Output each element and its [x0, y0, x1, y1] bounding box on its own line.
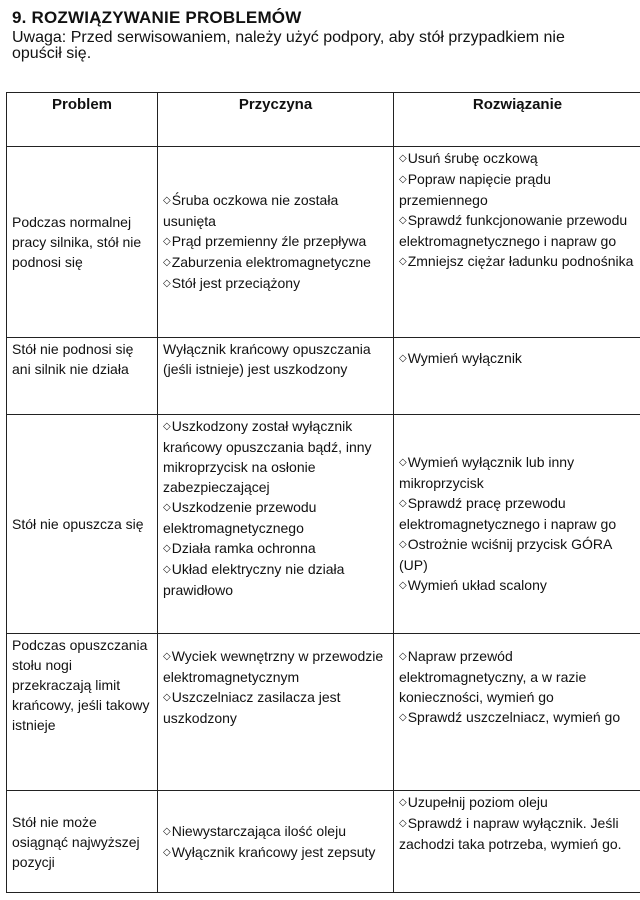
diamond-bullet-icon: ◇ — [399, 353, 407, 364]
cause-cell — [158, 791, 394, 893]
solution-item — [399, 534, 636, 575]
diamond-bullet-icon: ◇ — [399, 256, 407, 267]
diamond-bullet-icon: ◇ — [399, 153, 407, 164]
solution-cell — [394, 338, 640, 415]
cause-text: Wyłącznik krańcowy opuszczania (jeśli istnieje) jest uszkodzony — [163, 341, 371, 377]
solution-text: Uzupełnij poziom oleju — [407, 794, 548, 810]
solution-item — [399, 348, 636, 369]
solution-item — [399, 707, 636, 728]
diamond-bullet-icon: ◇ — [399, 651, 407, 662]
diamond-bullet-icon: ◇ — [163, 195, 171, 206]
header-problem: Problem — [7, 93, 158, 147]
solution-item — [399, 452, 636, 493]
solution-text: Sprawdź pracę przewodu elektromagnetycznego i napraw go — [399, 495, 617, 532]
cause-item — [163, 252, 388, 273]
solution-text: Wymień wyłącznik — [407, 350, 522, 366]
problem-cell: Podczas normalnej pracy silnika, stół nie podnosi się — [7, 147, 158, 338]
diamond-bullet-icon: ◇ — [399, 797, 407, 808]
cause-text: Prąd przemienny źle przepływa — [171, 233, 367, 249]
solution-item — [399, 148, 636, 169]
diamond-bullet-icon: ◇ — [163, 692, 171, 703]
diamond-bullet-icon: ◇ — [163, 236, 171, 247]
cause-cell — [158, 338, 394, 415]
cause-item — [163, 842, 388, 863]
cause-item — [163, 273, 388, 294]
diamond-bullet-icon: ◇ — [399, 498, 407, 509]
cause-text: Wyłącznik krańcowy jest zepsuty — [171, 843, 376, 860]
solution-text: Wymień wyłącznik lub inny mikroprzycisk — [399, 454, 575, 491]
cause-cell — [158, 147, 394, 338]
cause-cell — [158, 415, 394, 634]
diamond-bullet-icon: ◇ — [163, 846, 171, 858]
cause-text: Śruba oczkowa nie została usunięta — [163, 192, 339, 229]
diamond-bullet-icon: ◇ — [399, 539, 407, 550]
problem-cell: Stół nie opuszcza się — [7, 415, 158, 634]
header-solution: Rozwiązanie — [394, 93, 640, 147]
section-title: 9. ROZWIĄZYWANIE PROBLEMÓW — [12, 8, 302, 27]
table-row — [7, 415, 640, 634]
solution-text: Sprawdź i napraw wyłącznik. Jeśli zachodzi taka potrzeba, wymień go. — [399, 815, 622, 852]
solution-item — [399, 210, 636, 251]
diamond-bullet-icon: ◇ — [163, 543, 171, 554]
service-note: Uwaga: Przed serwisowaniem, należy użyć podpory, aby stół przypadkiem nie opuścił się. — [12, 29, 565, 62]
solution-item — [399, 646, 636, 707]
problem-cell: Stół nie może osiągnąć najwyższej pozycji — [7, 791, 158, 893]
cause-text: Uszkodzony został wyłącznik krańcowy opuszczania bądź, inny mikroprzycisk na osłonie zabezpieczającej — [163, 418, 372, 495]
table-row — [7, 147, 640, 338]
diamond-bullet-icon: ◇ — [163, 825, 171, 837]
solution-cell — [394, 147, 640, 338]
cause-text: Stół jest przeciążony — [171, 275, 301, 291]
cause-text: Zaburzenia elektromagnetyczne — [171, 254, 371, 270]
solution-text: Usuń śrubę oczkową — [407, 150, 538, 166]
diamond-bullet-icon: ◇ — [399, 818, 407, 829]
table-row — [7, 791, 640, 893]
table-header-row — [7, 93, 640, 147]
diamond-bullet-icon: ◇ — [163, 502, 171, 513]
diamond-bullet-icon: ◇ — [399, 457, 407, 468]
cause-item — [163, 559, 388, 600]
cause-text: Układ elektryczny nie działa prawidłowo — [163, 561, 345, 598]
cause-text: Niewystarczająca ilość oleju — [171, 822, 346, 839]
solution-item — [399, 251, 636, 272]
diamond-bullet-icon: ◇ — [163, 257, 171, 268]
cause-item — [163, 821, 388, 842]
diamond-bullet-icon: ◇ — [399, 215, 407, 226]
cause-item — [163, 497, 388, 538]
solution-text: Zmniejsz ciężar ładunku podnośnika — [407, 253, 634, 269]
solution-cell — [394, 634, 640, 791]
cause-item — [163, 190, 388, 231]
solution-item — [399, 169, 636, 210]
solution-text: Sprawdź funkcjonowanie przewodu elektromagnetycznego i napraw go — [399, 212, 628, 249]
solution-text: Wymień układ scalony — [407, 577, 547, 593]
diamond-bullet-icon: ◇ — [399, 174, 407, 185]
cause-item — [163, 538, 388, 559]
cause-item — [163, 416, 388, 497]
cause-text: Wyciek wewnętrzny w przewodzie elektromagnetycznym — [163, 648, 384, 685]
cause-item — [163, 231, 388, 252]
solution-cell — [394, 791, 640, 893]
diamond-bullet-icon: ◇ — [163, 564, 171, 575]
diamond-bullet-icon: ◇ — [163, 278, 171, 289]
diamond-bullet-icon: ◇ — [399, 580, 407, 591]
problem-cell: Podczas opuszczania stołu nogi przekraczają limit krańcowy, jeśli takowy istnieje — [7, 634, 158, 791]
solution-text: Popraw napięcie prądu przemiennego — [399, 171, 551, 208]
solution-item — [399, 493, 636, 534]
solution-item — [399, 813, 636, 854]
problem-cell: Stół nie podnosi się ani silnik nie działa — [7, 338, 158, 415]
diamond-bullet-icon: ◇ — [399, 712, 407, 723]
cause-text: Działa ramka ochronna — [171, 540, 316, 556]
table-row — [7, 338, 640, 415]
cause-text: Uszkodzenie przewodu elektromagnetycznego — [163, 499, 317, 536]
diamond-bullet-icon: ◇ — [163, 421, 171, 432]
solution-text: Sprawdź uszczelniacz, wymień go — [407, 709, 621, 725]
troubleshooting-table — [6, 92, 640, 893]
cause-text: Uszczelniacz zasilacza jest uszkodzony — [163, 689, 341, 726]
header-cause: Przyczyna — [158, 93, 394, 147]
table-row — [7, 634, 640, 791]
cause-item — [163, 687, 388, 728]
cause-item — [163, 646, 388, 687]
solution-item — [399, 575, 636, 596]
solution-text: Ostrożnie wciśnij przycisk GÓRA (UP) — [399, 536, 612, 573]
diamond-bullet-icon: ◇ — [163, 651, 171, 662]
solution-cell — [394, 415, 640, 634]
solution-text: Napraw przewód elektromagnetyczny, a w razie konieczności, wymień go — [399, 648, 587, 705]
solution-item — [399, 792, 636, 813]
cause-cell — [158, 634, 394, 791]
